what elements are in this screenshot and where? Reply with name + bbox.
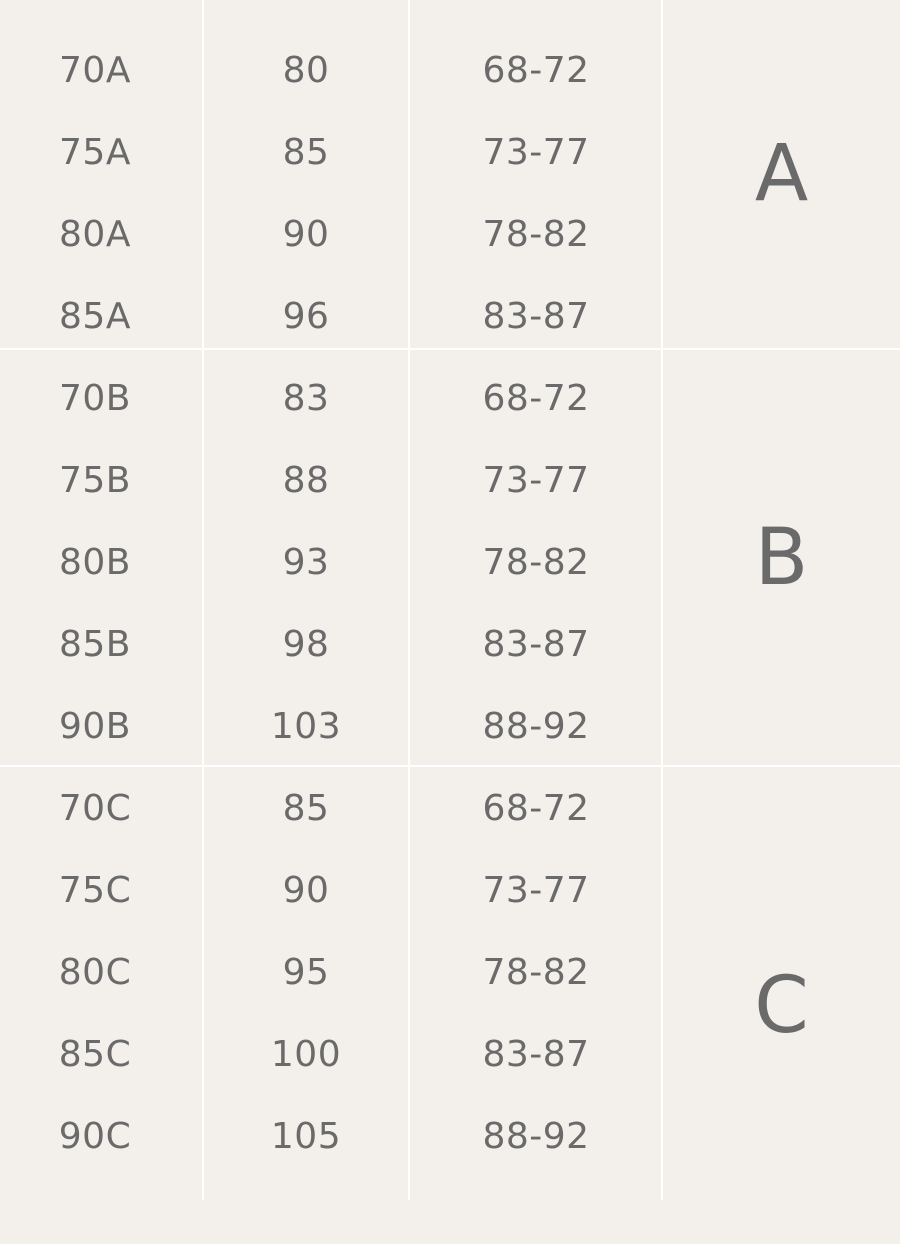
size-cell: 70A: [59, 49, 131, 91]
bust-cell: 80: [282, 49, 330, 91]
cup-label-b: B: [754, 512, 809, 603]
bust-cell: 90: [282, 869, 330, 911]
size-cell: 75B: [58, 459, 131, 501]
underbust-cell: 78-82: [482, 951, 590, 993]
size-cell: 80B: [58, 541, 131, 583]
size-cell: 90C: [58, 1115, 132, 1157]
bust-cell: 95: [282, 951, 330, 993]
size-cell: 85A: [59, 295, 131, 337]
size-cell: 80A: [59, 213, 131, 255]
bust-cell: 85: [282, 787, 330, 829]
bust-cell: 100: [270, 1033, 342, 1075]
bust-cell: 90: [282, 213, 330, 255]
bust-cell: 96: [282, 295, 330, 337]
size-cell: 90B: [58, 705, 131, 747]
size-cell: 70B: [58, 377, 131, 419]
underbust-cell: 68-72: [482, 377, 590, 419]
bust-cell: 85: [282, 131, 330, 173]
underbust-cell: 78-82: [482, 213, 590, 255]
size-cell: 70C: [58, 787, 132, 829]
size-cell: 75A: [59, 131, 131, 173]
size-cell: 85C: [58, 1033, 132, 1075]
underbust-cell: 73-77: [482, 459, 590, 501]
bust-cell: 93: [282, 541, 330, 583]
underbust-cell: 78-82: [482, 541, 590, 583]
underbust-cell: 88-92: [482, 1115, 590, 1157]
bust-cell: 98: [282, 623, 330, 665]
bust-cell: 103: [270, 705, 342, 747]
underbust-cell: 83-87: [482, 623, 590, 665]
bust-cell: 105: [270, 1115, 342, 1157]
underbust-cell: 83-87: [482, 1033, 590, 1075]
size-cell: 80C: [58, 951, 132, 993]
size-cell: 85B: [58, 623, 131, 665]
underbust-cell: 68-72: [482, 49, 590, 91]
underbust-cell: 73-77: [482, 131, 590, 173]
cup-label-a: A: [754, 129, 809, 219]
underbust-cell: 83-87: [482, 295, 590, 337]
bust-cell: 88: [282, 459, 330, 501]
size-cell: 75C: [58, 869, 132, 911]
underbust-cell: 68-72: [482, 787, 590, 829]
bust-cell: 83: [282, 377, 330, 419]
cup-label-c: C: [754, 960, 809, 1051]
underbust-cell: 73-77: [482, 869, 590, 911]
underbust-cell: 88-92: [482, 705, 590, 747]
